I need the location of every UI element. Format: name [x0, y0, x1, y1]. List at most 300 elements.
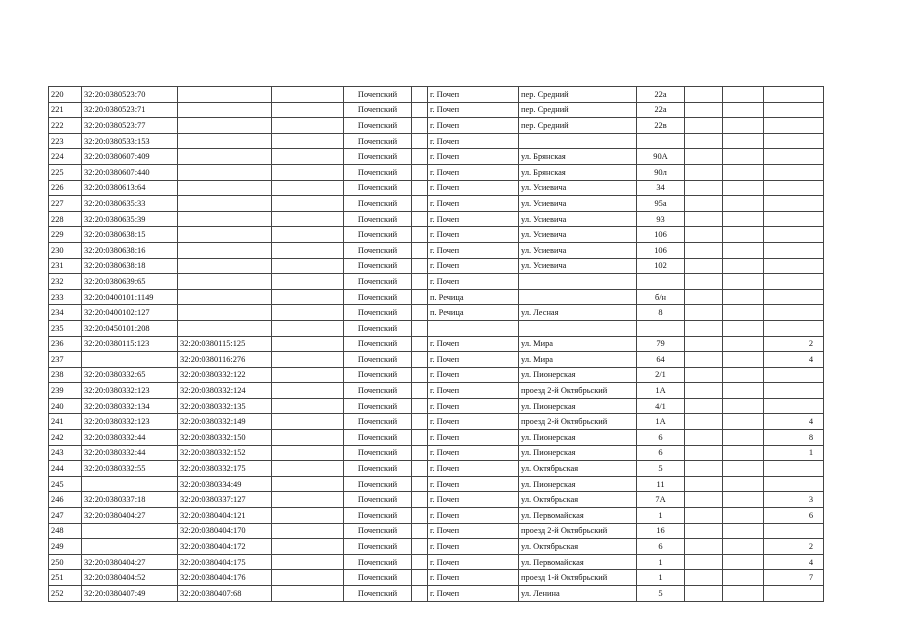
cadastral-number-cell: 32:20:0450101:208: [82, 320, 178, 336]
locality-cell: г. Почеп: [428, 87, 519, 103]
locality-cell: п. Речица: [428, 305, 519, 321]
locality-cell: г. Почеп: [428, 476, 519, 492]
apartment-cell: [764, 180, 824, 196]
house-number-cell: 90л: [637, 164, 685, 180]
row-number-cell: 226: [49, 180, 82, 196]
street-cell: ул. Октябрьская: [519, 461, 637, 477]
house-number-cell: 102: [637, 258, 685, 274]
house-number-cell: 1А: [637, 414, 685, 430]
cadastral-number-2-cell: [178, 149, 272, 165]
empty-cell: [272, 461, 344, 477]
empty-cell: [272, 539, 344, 555]
property-table: [48, 86, 824, 602]
empty-cell: [723, 336, 764, 352]
house-number-cell: 5: [637, 586, 685, 602]
locality-cell: г. Почеп: [428, 133, 519, 149]
apartment-cell: [764, 305, 824, 321]
empty-cell: [685, 445, 723, 461]
cadastral-number-cell: [82, 539, 178, 555]
cadastral-number-cell: 32:20:0380115:123: [82, 336, 178, 352]
house-number-cell: б/н: [637, 289, 685, 305]
cadastral-number-2-cell: [178, 118, 272, 134]
cadastral-number-cell: 32:20:0380635:39: [82, 211, 178, 227]
row-number-cell: 249: [49, 539, 82, 555]
cadastral-number-2-cell: 32:20:0380404:172: [178, 539, 272, 555]
cadastral-number-2-cell: 32:20:0380332:149: [178, 414, 272, 430]
locality-cell: г. Почеп: [428, 508, 519, 524]
empty-cell: [272, 414, 344, 430]
cadastral-number-cell: 32:20:0380404:27: [82, 508, 178, 524]
table-row: [49, 508, 824, 524]
locality-cell: г. Почеп: [428, 414, 519, 430]
street-cell: пер. Средний: [519, 87, 637, 103]
street-cell: проезд 1-й Октябрьский: [519, 570, 637, 586]
cadastral-number-cell: 32:20:0400102:127: [82, 305, 178, 321]
empty-cell: [723, 445, 764, 461]
empty-cell: [272, 570, 344, 586]
street-cell: ул. Пионерская: [519, 476, 637, 492]
empty-cell: [685, 586, 723, 602]
apartment-cell: [764, 149, 824, 165]
street-cell: ул. Пионерская: [519, 398, 637, 414]
cadastral-number-2-cell: 32:20:0380404:176: [178, 570, 272, 586]
street-cell: ул. Пионерская: [519, 445, 637, 461]
row-number-cell: 250: [49, 554, 82, 570]
cadastral-number-2-cell: [178, 227, 272, 243]
house-number-cell: 1: [637, 508, 685, 524]
table-row: [49, 398, 824, 414]
apartment-cell: 1: [764, 445, 824, 461]
cadastral-number-cell: 32:20:0380332:134: [82, 398, 178, 414]
empty-cell: [723, 430, 764, 446]
apartment-cell: 8: [764, 430, 824, 446]
cadastral-number-cell: 32:20:0380613:64: [82, 180, 178, 196]
empty-cell: [723, 383, 764, 399]
locality-cell: г. Почеп: [428, 352, 519, 368]
cadastral-number-2-cell: [178, 87, 272, 103]
cadastral-number-cell: 32:20:0380404:27: [82, 554, 178, 570]
house-number-cell: [637, 133, 685, 149]
apartment-cell: [764, 211, 824, 227]
house-number-cell: 90А: [637, 149, 685, 165]
cadastral-number-cell: 32:20:0380332:44: [82, 430, 178, 446]
empty-cell: [685, 476, 723, 492]
empty-cell: [723, 87, 764, 103]
empty-cell: [723, 102, 764, 118]
district-cell: Почепский: [344, 242, 412, 258]
district-cell: Почепский: [344, 430, 412, 446]
locality-cell: г. Почеп: [428, 227, 519, 243]
locality-cell: г. Почеп: [428, 242, 519, 258]
empty-cell: [685, 461, 723, 477]
street-cell: ул. Мира: [519, 352, 637, 368]
empty-cell: [272, 258, 344, 274]
empty-cell: [272, 227, 344, 243]
empty-cell: [272, 367, 344, 383]
table-row: [49, 211, 824, 227]
empty-cell: [412, 430, 428, 446]
empty-cell: [685, 149, 723, 165]
locality-cell: г. Почеп: [428, 180, 519, 196]
empty-cell: [723, 554, 764, 570]
district-cell: Почепский: [344, 586, 412, 602]
empty-cell: [272, 164, 344, 180]
row-number-cell: 228: [49, 211, 82, 227]
district-cell: Почепский: [344, 523, 412, 539]
table-row: [49, 445, 824, 461]
district-cell: Почепский: [344, 476, 412, 492]
street-cell: пер. Средний: [519, 102, 637, 118]
locality-cell: г. Почеп: [428, 445, 519, 461]
cadastral-number-cell: [82, 523, 178, 539]
empty-cell: [723, 274, 764, 290]
district-cell: Почепский: [344, 554, 412, 570]
empty-cell: [412, 445, 428, 461]
cadastral-number-cell: 32:20:0380607:409: [82, 149, 178, 165]
locality-cell: г. Почеп: [428, 383, 519, 399]
row-number-cell: 230: [49, 242, 82, 258]
district-cell: Почепский: [344, 461, 412, 477]
empty-cell: [272, 352, 344, 368]
district-cell: Почепский: [344, 305, 412, 321]
cadastral-number-cell: 32:20:0380407:49: [82, 586, 178, 602]
table-row: [49, 523, 824, 539]
district-cell: Почепский: [344, 102, 412, 118]
street-cell: ул. Усиевича: [519, 242, 637, 258]
empty-cell: [272, 476, 344, 492]
empty-cell: [685, 164, 723, 180]
cadastral-number-2-cell: 32:20:0380332:175: [178, 461, 272, 477]
apartment-cell: [764, 242, 824, 258]
table-row: [49, 570, 824, 586]
street-cell: [519, 289, 637, 305]
empty-cell: [412, 492, 428, 508]
district-cell: Почепский: [344, 196, 412, 212]
empty-cell: [412, 461, 428, 477]
empty-cell: [412, 149, 428, 165]
empty-cell: [723, 118, 764, 134]
locality-cell: г. Почеп: [428, 118, 519, 134]
row-number-cell: 252: [49, 586, 82, 602]
table-row: [49, 367, 824, 383]
street-cell: ул. Брянская: [519, 149, 637, 165]
row-number-cell: 244: [49, 461, 82, 477]
locality-cell: [428, 320, 519, 336]
row-number-cell: 236: [49, 336, 82, 352]
district-cell: Почепский: [344, 414, 412, 430]
street-cell: пер. Средний: [519, 118, 637, 134]
empty-cell: [272, 336, 344, 352]
cadastral-number-2-cell: [178, 258, 272, 274]
empty-cell: [272, 211, 344, 227]
empty-cell: [723, 352, 764, 368]
cadastral-number-cell: 32:20:0380332:123: [82, 414, 178, 430]
table-row: [49, 305, 824, 321]
cadastral-number-2-cell: [178, 274, 272, 290]
district-cell: Почепский: [344, 445, 412, 461]
house-number-cell: 8: [637, 305, 685, 321]
district-cell: Почепский: [344, 258, 412, 274]
street-cell: [519, 133, 637, 149]
house-number-cell: 4/1: [637, 398, 685, 414]
district-cell: Почепский: [344, 336, 412, 352]
street-cell: ул. Усиевича: [519, 211, 637, 227]
locality-cell: г. Почеп: [428, 492, 519, 508]
empty-cell: [685, 102, 723, 118]
empty-cell: [723, 539, 764, 555]
locality-cell: г. Почеп: [428, 258, 519, 274]
cadastral-number-2-cell: 32:20:0380404:170: [178, 523, 272, 539]
apartment-cell: [764, 367, 824, 383]
empty-cell: [272, 289, 344, 305]
table-row: [49, 336, 824, 352]
row-number-cell: 224: [49, 149, 82, 165]
row-number-cell: 227: [49, 196, 82, 212]
empty-cell: [412, 476, 428, 492]
district-cell: Почепский: [344, 492, 412, 508]
row-number-cell: 248: [49, 523, 82, 539]
empty-cell: [685, 274, 723, 290]
table-row: [49, 554, 824, 570]
table-row: [49, 539, 824, 555]
table-row: [49, 476, 824, 492]
empty-cell: [412, 586, 428, 602]
cadastral-number-2-cell: [178, 180, 272, 196]
empty-cell: [685, 367, 723, 383]
house-number-cell: 11: [637, 476, 685, 492]
district-cell: Почепский: [344, 352, 412, 368]
empty-cell: [685, 196, 723, 212]
house-number-cell: 16: [637, 523, 685, 539]
house-number-cell: 2/1: [637, 367, 685, 383]
cadastral-number-2-cell: 32:20:0380404:121: [178, 508, 272, 524]
empty-cell: [272, 523, 344, 539]
row-number-cell: 245: [49, 476, 82, 492]
district-cell: Почепский: [344, 118, 412, 134]
cadastral-number-cell: 32:20:0380523:71: [82, 102, 178, 118]
empty-cell: [412, 164, 428, 180]
cadastral-number-2-cell: 32:20:0380332:152: [178, 445, 272, 461]
street-cell: ул. Усиевича: [519, 258, 637, 274]
apartment-cell: [764, 133, 824, 149]
cadastral-number-cell: 32:20:0380332:44: [82, 445, 178, 461]
empty-cell: [723, 196, 764, 212]
house-number-cell: 1: [637, 554, 685, 570]
row-number-cell: 243: [49, 445, 82, 461]
cadastral-number-cell: 32:20:0380607:440: [82, 164, 178, 180]
locality-cell: г. Почеп: [428, 274, 519, 290]
empty-cell: [723, 492, 764, 508]
street-cell: ул. Ленина: [519, 586, 637, 602]
empty-cell: [723, 398, 764, 414]
empty-cell: [412, 196, 428, 212]
row-number-cell: 246: [49, 492, 82, 508]
house-number-cell: 34: [637, 180, 685, 196]
apartment-cell: [764, 118, 824, 134]
district-cell: Почепский: [344, 87, 412, 103]
house-number-cell: 6: [637, 445, 685, 461]
apartment-cell: [764, 476, 824, 492]
cadastral-number-cell: 32:20:0380337:18: [82, 492, 178, 508]
empty-cell: [412, 242, 428, 258]
row-number-cell: 241: [49, 414, 82, 430]
locality-cell: г. Почеп: [428, 461, 519, 477]
empty-cell: [412, 289, 428, 305]
locality-cell: г. Почеп: [428, 430, 519, 446]
table-row: [49, 87, 824, 103]
cadastral-number-2-cell: 32:20:0380332:122: [178, 367, 272, 383]
empty-cell: [685, 258, 723, 274]
table-row: [49, 352, 824, 368]
cadastral-number-cell: 32:20:0380638:18: [82, 258, 178, 274]
cadastral-number-2-cell: 32:20:0380115:125: [178, 336, 272, 352]
empty-cell: [685, 414, 723, 430]
table-row: [49, 180, 824, 196]
row-number-cell: 222: [49, 118, 82, 134]
cadastral-number-cell: 32:20:0380404:52: [82, 570, 178, 586]
apartment-cell: [764, 102, 824, 118]
empty-cell: [723, 461, 764, 477]
table-row: [49, 320, 824, 336]
apartment-cell: 7: [764, 570, 824, 586]
empty-cell: [685, 336, 723, 352]
empty-cell: [272, 508, 344, 524]
table-row: [49, 492, 824, 508]
empty-cell: [723, 570, 764, 586]
table-body: [49, 87, 824, 602]
empty-cell: [272, 87, 344, 103]
empty-cell: [685, 87, 723, 103]
table-row: [49, 383, 824, 399]
locality-cell: п. Речица: [428, 289, 519, 305]
locality-cell: г. Почеп: [428, 398, 519, 414]
table-row: [49, 118, 824, 134]
locality-cell: г. Почеп: [428, 102, 519, 118]
empty-cell: [412, 508, 428, 524]
empty-cell: [723, 164, 764, 180]
apartment-cell: [764, 258, 824, 274]
row-number-cell: 223: [49, 133, 82, 149]
cadastral-number-2-cell: [178, 196, 272, 212]
empty-cell: [723, 133, 764, 149]
district-cell: Почепский: [344, 227, 412, 243]
locality-cell: г. Почеп: [428, 523, 519, 539]
empty-cell: [685, 508, 723, 524]
table-row: [49, 258, 824, 274]
house-number-cell: 79: [637, 336, 685, 352]
street-cell: [519, 320, 637, 336]
empty-cell: [685, 492, 723, 508]
table-row: [49, 461, 824, 477]
row-number-cell: 233: [49, 289, 82, 305]
empty-cell: [723, 289, 764, 305]
table-row: [49, 196, 824, 212]
street-cell: ул. Октябрьская: [519, 492, 637, 508]
empty-cell: [685, 383, 723, 399]
street-cell: ул. Первомайская: [519, 508, 637, 524]
apartment-cell: 4: [764, 352, 824, 368]
apartment-cell: 3: [764, 492, 824, 508]
district-cell: Почепский: [344, 367, 412, 383]
table-row: [49, 289, 824, 305]
cadastral-number-2-cell: 32:20:0380332:124: [178, 383, 272, 399]
street-cell: проезд 2-й Октябрьский: [519, 523, 637, 539]
empty-cell: [685, 430, 723, 446]
district-cell: Почепский: [344, 383, 412, 399]
empty-cell: [412, 383, 428, 399]
empty-cell: [685, 133, 723, 149]
empty-cell: [412, 274, 428, 290]
street-cell: ул. Усиевича: [519, 227, 637, 243]
row-number-cell: 239: [49, 383, 82, 399]
table-row: [49, 227, 824, 243]
empty-cell: [412, 305, 428, 321]
cadastral-number-2-cell: 32:20:0380404:175: [178, 554, 272, 570]
table-row: [49, 414, 824, 430]
empty-cell: [685, 320, 723, 336]
cadastral-number-2-cell: 32:20:0380332:135: [178, 398, 272, 414]
empty-cell: [685, 554, 723, 570]
row-number-cell: 235: [49, 320, 82, 336]
district-cell: Почепский: [344, 149, 412, 165]
table-row: [49, 242, 824, 258]
cadastral-number-2-cell: 32:20:0380334:49: [178, 476, 272, 492]
district-cell: Почепский: [344, 133, 412, 149]
cadastral-number-cell: 32:20:0380639:65: [82, 274, 178, 290]
empty-cell: [412, 398, 428, 414]
empty-cell: [412, 320, 428, 336]
cadastral-number-2-cell: [178, 211, 272, 227]
empty-cell: [272, 180, 344, 196]
house-number-cell: 5: [637, 461, 685, 477]
apartment-cell: 4: [764, 414, 824, 430]
empty-cell: [412, 118, 428, 134]
house-number-cell: 1: [637, 570, 685, 586]
row-number-cell: 221: [49, 102, 82, 118]
empty-cell: [412, 227, 428, 243]
empty-cell: [723, 586, 764, 602]
cadastral-number-2-cell: 32:20:0380332:150: [178, 430, 272, 446]
district-cell: Почепский: [344, 289, 412, 305]
cadastral-number-2-cell: [178, 164, 272, 180]
row-number-cell: 229: [49, 227, 82, 243]
empty-cell: [412, 539, 428, 555]
row-number-cell: 225: [49, 164, 82, 180]
empty-cell: [412, 258, 428, 274]
district-cell: Почепский: [344, 211, 412, 227]
empty-cell: [272, 242, 344, 258]
empty-cell: [723, 149, 764, 165]
house-number-cell: 22в: [637, 118, 685, 134]
district-cell: Почепский: [344, 320, 412, 336]
empty-cell: [412, 414, 428, 430]
apartment-cell: [764, 164, 824, 180]
cadastral-number-2-cell: [178, 320, 272, 336]
empty-cell: [723, 211, 764, 227]
empty-cell: [685, 352, 723, 368]
empty-cell: [272, 492, 344, 508]
street-cell: ул. Первомайская: [519, 554, 637, 570]
row-number-cell: 247: [49, 508, 82, 524]
apartment-cell: [764, 383, 824, 399]
empty-cell: [412, 367, 428, 383]
street-cell: проезд 2-й Октябрьский: [519, 414, 637, 430]
empty-cell: [685, 570, 723, 586]
empty-cell: [272, 430, 344, 446]
cadastral-number-cell: 32:20:0380523:77: [82, 118, 178, 134]
empty-cell: [272, 149, 344, 165]
cadastral-number-2-cell: [178, 133, 272, 149]
